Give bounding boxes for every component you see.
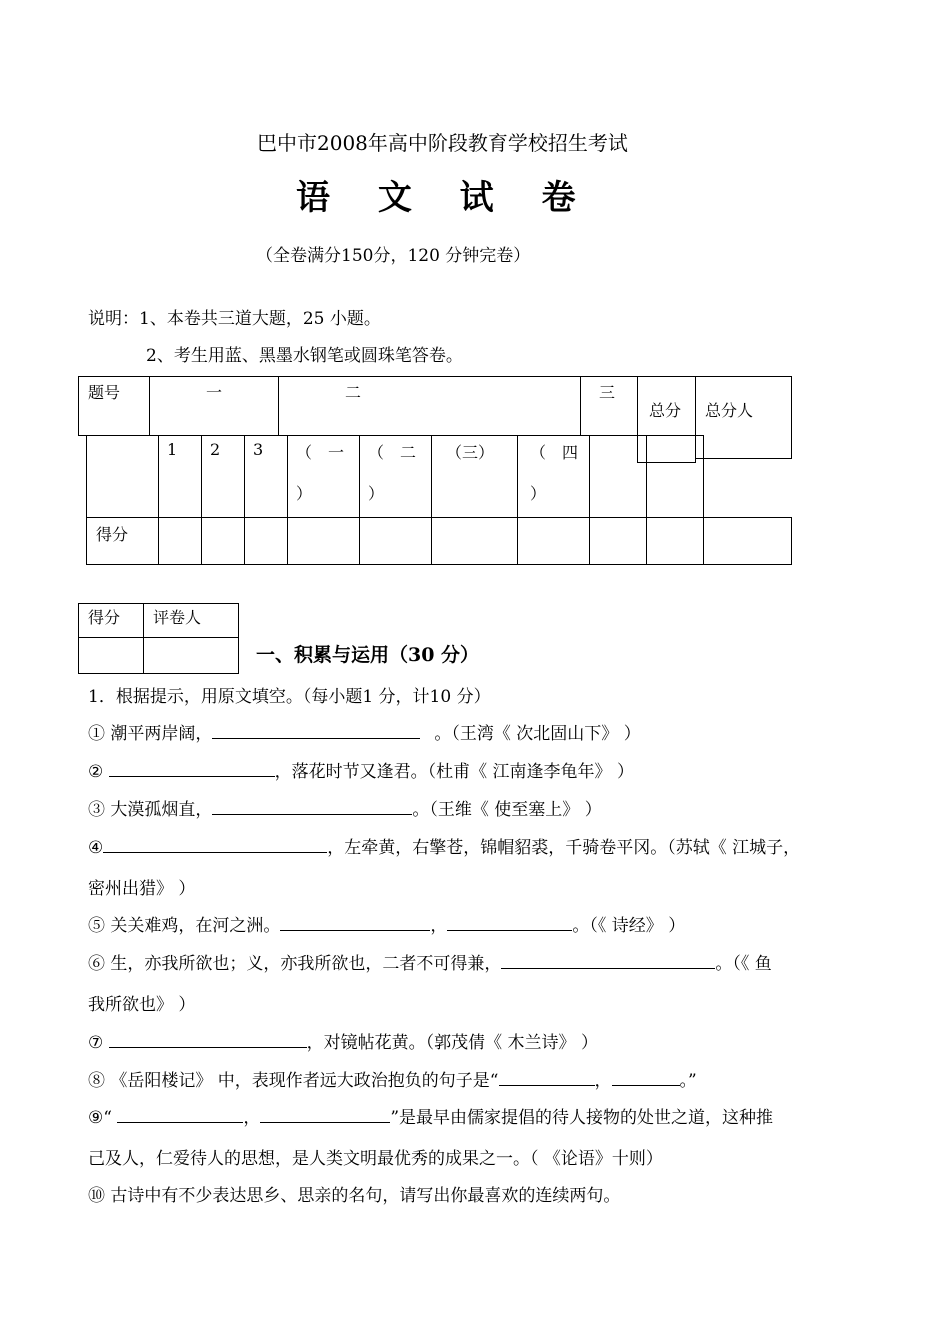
fill-item-9: [88, 1103, 773, 1128]
table-sub-2: 2: [210, 440, 221, 459]
fill-item-8-pre: ⑧ 《岳阳楼记》 中，表现作者远大政治抱负的句子是“: [88, 1071, 499, 1091]
instruction-line-1: 说明：1、本卷共三道大题，25 小题。: [88, 309, 381, 329]
fill-item-7-pre: ⑦: [88, 1033, 109, 1053]
fill-item-6-post: 。（《 鱼: [715, 954, 772, 974]
table-sub-5b: ）: [368, 484, 385, 503]
fill-item-1: [88, 719, 641, 744]
instruction-line-2: 2、考生用蓝、黑墨水钢笔或圆珠笔答卷。: [146, 346, 463, 366]
grader-box-grader-label: 评卷人: [153, 608, 202, 627]
fill-item-4: [88, 833, 800, 858]
fill-item-3-post: 。（王维《 使至塞上》 ）: [412, 800, 602, 820]
question-1: 1．根据提示，用原文填空。（每小题1 分，计10 分）: [88, 687, 491, 707]
table-sub-4a: （ 一: [296, 443, 345, 462]
exam-subtitle: 巴中市2008年高中阶段教育学校招生考试: [257, 131, 628, 155]
fill-item-7: [88, 1028, 598, 1053]
fill-item-2-post: ，落花时节又逢君。（杜甫《 江南逢李龟年》 ）: [274, 762, 634, 782]
answer-blank[interactable]: [501, 954, 715, 969]
fill-item-8: [88, 1066, 697, 1091]
table-sub-1: 1: [167, 440, 178, 459]
fill-item-5-mid: ，: [430, 916, 448, 936]
fill-item-9-continued: 己及人，仁爱待人的思想，是人类文明最优秀的成果之一。（ 《论语》十则）: [88, 1149, 663, 1169]
fill-item-7-post: ，对镜帖花黄。（郭茂倩《 木兰诗》 ）: [306, 1033, 598, 1053]
answer-blank[interactable]: [612, 1071, 680, 1086]
fill-item-3: [88, 795, 602, 820]
table-label-tihao: 题号: [88, 383, 121, 402]
fill-item-5: [88, 911, 685, 936]
table-sub-4b: ）: [296, 484, 313, 503]
fill-item-8-post: 。”: [679, 1071, 697, 1091]
fill-item-4-post: ，左牵黄，右擎苍，锦帽貂裘，千骑卷平冈。（苏轼《 江城子，: [327, 838, 801, 858]
exam-note: （全卷满分150分，120 分钟完卷）: [256, 246, 531, 266]
answer-blank[interactable]: [212, 800, 412, 815]
fill-item-9-mid: ，: [243, 1108, 261, 1128]
table-sub-5a: （ 二: [368, 443, 417, 462]
table-label-score: 得分: [96, 525, 129, 544]
answer-blank[interactable]: [109, 1033, 307, 1048]
answer-blank[interactable]: [280, 916, 430, 931]
answer-blank[interactable]: [212, 724, 420, 739]
fill-item-10: ⑩ 古诗中有不少表达思乡、思亲的名句，请写出你最喜欢的连续两句。: [88, 1186, 621, 1206]
answer-blank[interactable]: [103, 838, 327, 853]
fill-item-4-continued: 密州出猎》 ）: [88, 879, 196, 899]
fill-item-1-pre: ① 潮平两岸阔，: [88, 724, 213, 744]
fill-item-2-pre: ②: [88, 762, 109, 782]
table-sub-7b: ）: [530, 484, 547, 503]
grader-box-score-label: 得分: [88, 608, 121, 627]
answer-blank[interactable]: [447, 916, 572, 931]
table-col-total-person: 总分人: [705, 401, 754, 420]
table-col-one: 一: [206, 383, 223, 402]
table-sub-6: （三）: [446, 443, 495, 462]
fill-item-6: [88, 949, 772, 974]
fill-item-9-pre: ⑨“: [88, 1108, 118, 1128]
table-col-three: 三: [599, 383, 616, 402]
answer-blank[interactable]: [117, 1108, 243, 1123]
fill-item-1-post: 。（王湾《 次北固山下》 ）: [434, 724, 641, 744]
answer-blank[interactable]: [109, 762, 275, 777]
answer-blank[interactable]: [260, 1108, 390, 1123]
section-heading: 一、积累与运用（30 分）: [256, 644, 480, 666]
fill-item-2: [88, 757, 634, 782]
fill-item-4-pre: ④: [88, 838, 104, 858]
page-title: 语 文 试 卷: [296, 178, 594, 218]
fill-item-8-mid: ，: [594, 1071, 612, 1091]
fill-item-6-continued: 我所欲也》 ）: [88, 995, 196, 1015]
fill-item-3-pre: ③ 大漠孤烟直，: [88, 800, 213, 820]
fill-item-5-pre: ⑤ 关关难鸡，在河之洲。: [88, 916, 281, 936]
fill-item-9-post: ”是最早由儒家提倡的待人接物的处世之道，这种推: [390, 1108, 774, 1128]
table-sub-3: 3: [253, 440, 264, 459]
answer-blank[interactable]: [499, 1071, 595, 1086]
table-sub-7a: （ 四: [530, 443, 579, 462]
table-col-two: 二: [345, 383, 362, 402]
fill-item-5-post: 。（《 诗经》 ）: [572, 916, 686, 936]
table-col-total: 总分: [649, 401, 682, 420]
fill-item-6-pre: ⑥ 生，亦我所欲也；义，亦我所欲也，二者不可得兼，: [88, 954, 502, 974]
